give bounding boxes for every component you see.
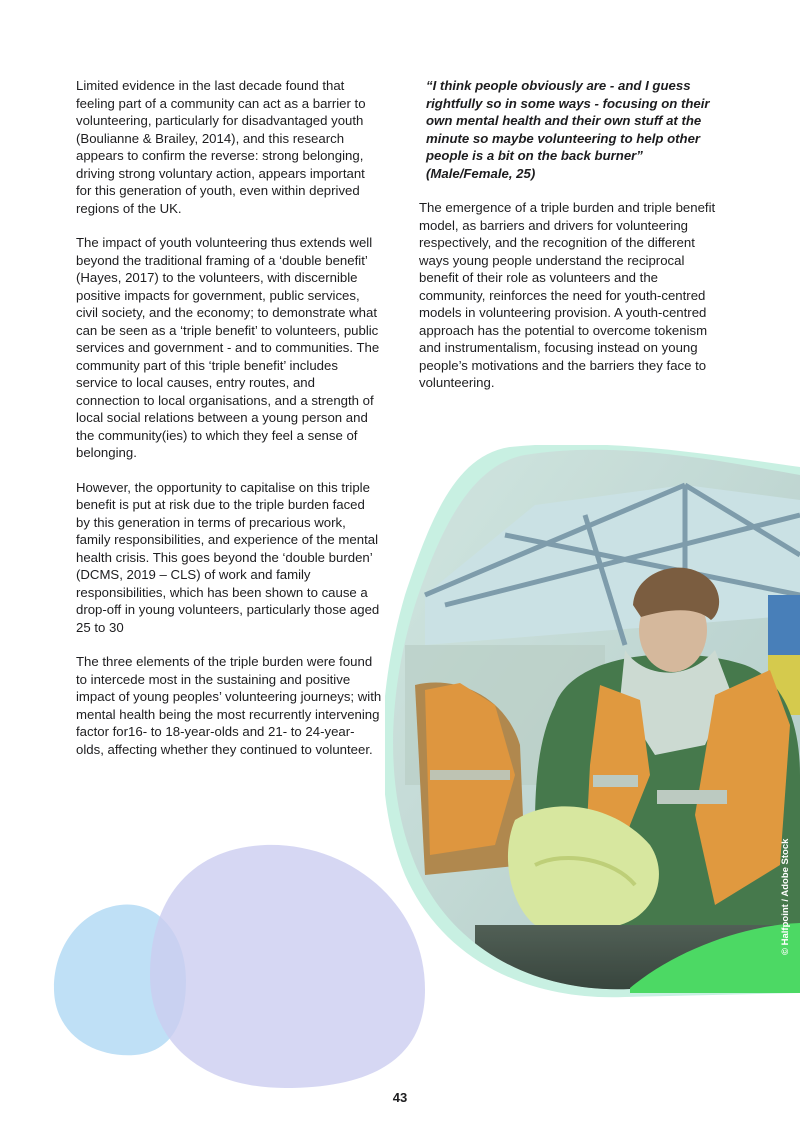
body-paragraph: The impact of youth volunteering thus extends well beyond the traditional framing of a ‘double benefit’ (Hayes, 2017) to the volunteers, with discernible positive impacts for government, public services, civil society, and the economy; to demonstrate what can be seen as a ‘triple benefit’ to volunteers, public services and government - and to communities. The community part of this ‘triple benefit’ includes service to local causes, entry routes, and connection to local organisations, and a strength of local social relations between a young person and the community(ies) to which they feel a sense of belonging. <box>76 235 380 460</box>
lavender-blob <box>150 845 425 1088</box>
body-paragraph: The emergence of a triple burden and triple benefit model, as barriers and drivers for volunteering respectively, and the recognition of the different ways young people understand the reciprocal benefit of their role as volunteers and the community, reinforces the need for youth-centred models in volunteering provision. A youth-centred approach has the potential to overcome tokenism and instrumentalism, focusing instead on young people’s motivations and the barriers they face to volunteering. <box>419 200 716 390</box>
body-paragraph: The three elements of the triple burden were found to intercede most in the sustaining and positive impact of young peoples’ volunteering journeys; with mental health being the most recurrently intervening factor for16- to 18-year-olds and 21- to 24-year-olds, affecting whether they continued to volunteer. <box>76 654 382 757</box>
right-text-column <box>419 77 725 409</box>
left-text-column <box>76 77 382 775</box>
photo-credit: © Halfpoint / Adobe Stock <box>780 838 791 955</box>
body-paragraph: However, the opportunity to capitalise on this triple benefit is put at risk due to the triple burden faced by this generation in terms of precarious work, family responsibilities, and experience of the mental health crisis. This goes beyond the ‘double burden’ (DCMS, 2019 – CLS) of work and family responsibilities, which has been shown to cause a drop-off in young volunteers, particularly those aged 25 to 30 <box>76 479 380 635</box>
photo-illustration <box>385 445 800 1005</box>
page-number: 43 <box>392 1090 408 1105</box>
participant-quote: “I think people obviously are - and I guess rightfully so in some ways - focusing on their own mental health and their own stuff at the minute so maybe volunteering to help other people is a bit on the back burner” (Male/Female, 25) <box>426 78 710 181</box>
volunteer-photo <box>385 445 800 1005</box>
decorative-blobs <box>40 830 440 1100</box>
body-paragraph: Limited evidence in the last decade found that feeling part of a community can act as a barrier to volunteering, particularly for disadvantaged youth (Boulianne & Brailey, 2014), and this research appears to confirm the reverse: strong belonging, driving strong voluntary action, appears important for this generation of youth, even within deprived regions of the UK. <box>76 78 366 216</box>
